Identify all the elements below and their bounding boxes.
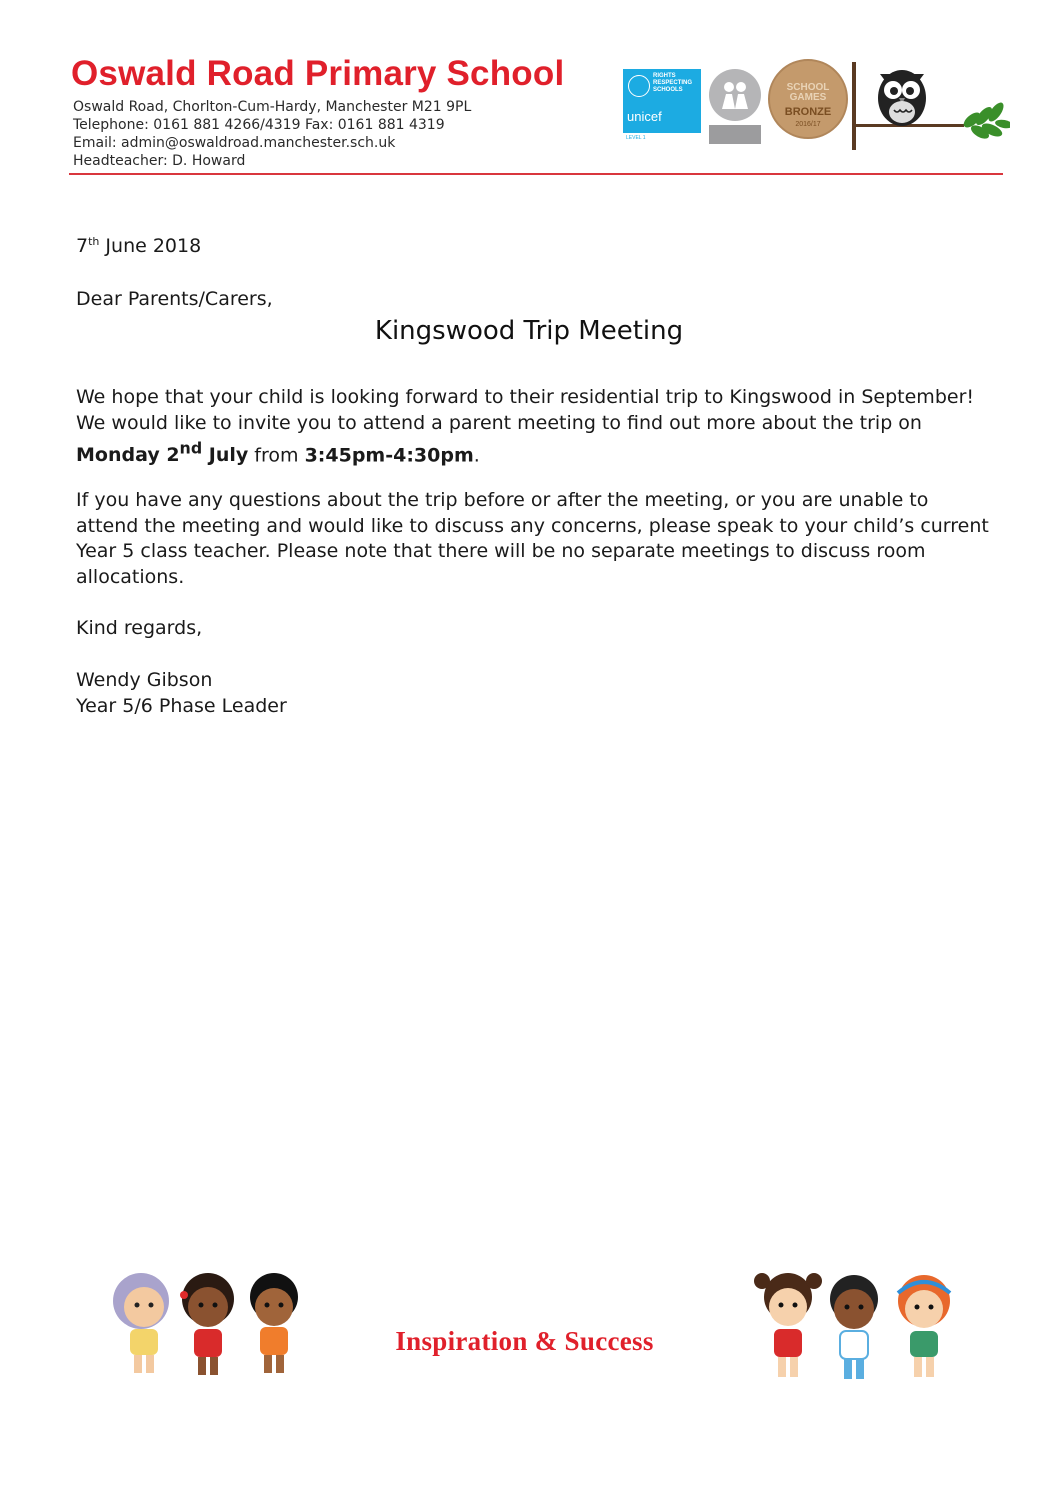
school-games-year: 2016/17 (795, 121, 821, 128)
school-games-bronze-badge (768, 59, 848, 139)
silver-award-ribbon (709, 125, 761, 144)
salutation: Dear Parents/Carers, (76, 288, 273, 310)
meeting-time: 3:45pm-4:30pm (304, 444, 474, 467)
unicef-badge-level: LEVEL 1 (626, 135, 646, 141)
globe-icon (628, 75, 650, 97)
meeting-date: Monday 2nd July (76, 439, 249, 467)
school-motto: Inspiration & Success (395, 1326, 654, 1356)
letter-title: Kingswood Trip Meeting (374, 316, 684, 346)
owl-branch-logo (850, 60, 1010, 155)
cartoon-children-left-image (96, 1265, 312, 1385)
school-games-award: BRONZE (784, 106, 832, 118)
school-email: Email: admin@oswaldroad.manchester.sch.uk (73, 135, 396, 151)
unicef-rights-respecting-badge (623, 69, 701, 133)
paragraph-invitation: We hope that your child is looking forward to their residential trip to Kingswood in September! We would like to invite you to attend a parent meeting to find out more about the trip on Monday 2nd July from 3:45pm-4:30pm. (76, 386, 974, 467)
letterhead-divider (69, 173, 1003, 175)
school-games-title: SCHOOL GAMES (786, 82, 830, 103)
paragraph-questions: If you have any questions about the trip before or after the meeting, or you are unable to attend the meeting and would like to discuss any concerns, please speak to your child’s current Year 5 class teacher. Please note that there will be no separate meetings to discuss room allocations. (76, 489, 989, 588)
signature-block (76, 668, 287, 719)
school-headteacher: Headteacher: D. Howard (73, 153, 246, 169)
school-telephone: Telephone: 0161 881 4266/4319 Fax: 0161 881 4319 (73, 117, 445, 133)
school-contact-block (73, 98, 471, 170)
letter-date: 7th June 2018 (76, 235, 202, 257)
closing: Kind regards, (76, 617, 203, 639)
unicef-badge-title: RIGHTS RESPECTING SCHOOLS (653, 73, 693, 93)
school-address: Oswald Road, Chorlton-Cum-Hardy, Manchester M21 9PL (73, 99, 472, 115)
signer-name: Wendy Gibson (76, 669, 213, 691)
school-name: Oswald Road Primary School (71, 54, 565, 93)
silver-award-badge (709, 69, 761, 121)
cartoon-children-right-image (748, 1267, 966, 1389)
signer-role: Year 5/6 Phase Leader (76, 694, 287, 717)
unicef-badge-label: unicef (627, 109, 662, 124)
children-icon (709, 69, 761, 121)
